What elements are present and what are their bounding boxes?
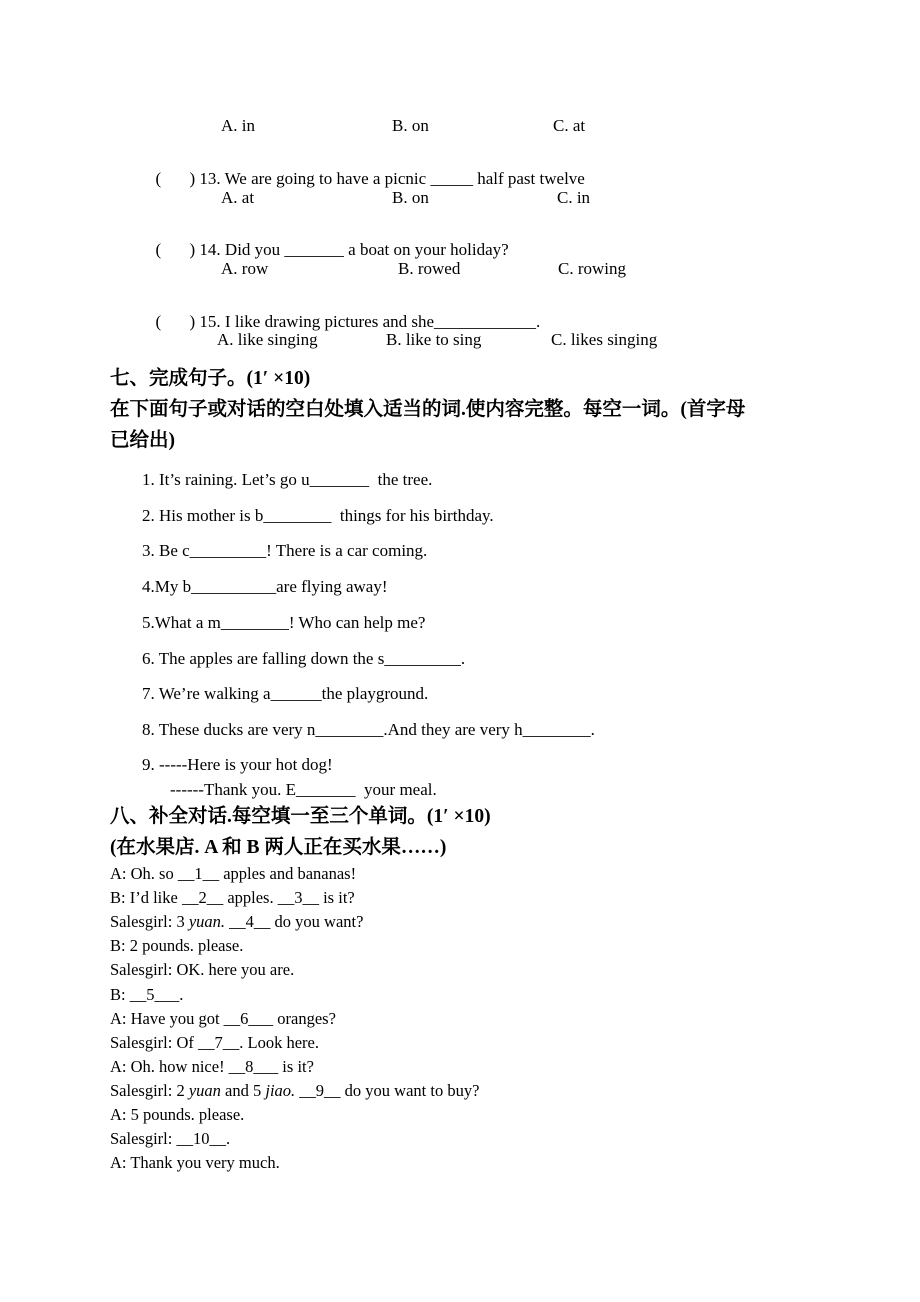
section-8-title: 八、补全对话.每空填一至三个单词。(1′ ×10): [110, 806, 491, 827]
question-13: [147, 153, 585, 187]
q14-option-c: C. rowing: [558, 259, 626, 278]
dialogue-line: A: 5 pounds. please.: [110, 1105, 245, 1124]
answer-paren: (: [155, 240, 162, 259]
sentence-item: 8. These ducks are very n________.And they are very h________.: [142, 720, 595, 739]
sentence-item: 4.My b__________are flying away!: [142, 577, 388, 596]
dialogue-line: B: I’d like __2__ apples. __3__ is it?: [110, 888, 355, 907]
sentence-item: 5.What a m________! Who can help me?: [142, 613, 426, 632]
question-text: ) 14. Did you _______ a boat on your holiday?: [189, 240, 509, 259]
dialogue-line: Salesgirl: 3 yuan. __4__ do you want?: [110, 912, 364, 931]
q13-option-c: C. in: [557, 188, 591, 207]
question-15: [147, 296, 540, 330]
question-text: ) 15. I like drawing pictures and she____________.: [189, 312, 541, 331]
sentence-item: 2. His mother is b________ things for his birthday.: [142, 506, 494, 525]
q15-option-b: B. like to sing: [386, 330, 482, 349]
dialogue-line: A: Have you got __6___ oranges?: [110, 1009, 336, 1028]
dialogue-line: Salesgirl: OK. here you are.: [110, 960, 295, 979]
sentence-item-reply: ------Thank you. E_______ your meal.: [170, 780, 437, 799]
question-text: ) 13. We are going to have a picnic _____ half past twelve: [189, 169, 585, 188]
q14-option-a: A. row: [221, 259, 269, 278]
sentence-item: 1. It’s raining. Let’s go u_______ the tree.: [142, 470, 433, 489]
section-8-subtitle: (在水果店. A 和 B 两人正在买水果……): [110, 837, 447, 858]
dialogue-line: Salesgirl: Of __7__. Look here.: [110, 1033, 319, 1052]
q13-option-a: A. at: [221, 188, 255, 207]
dialogue-line: Salesgirl: __10__.: [110, 1129, 231, 1148]
dialogue-line: A: Oh. so __1__ apples and bananas!: [110, 864, 357, 883]
dialogue-line: B: 2 pounds. please.: [110, 936, 244, 955]
q14-option-b: B. rowed: [398, 259, 461, 278]
q12-option-c: C. at: [553, 116, 586, 135]
section-7-instruction-line-2: 已给出): [110, 430, 175, 451]
dialogue-line: Salesgirl: 2 yuan and 5 jiao. __9__ do you want to buy?: [110, 1081, 480, 1100]
question-14: [147, 224, 509, 258]
sentence-item: 7. We’re walking a______the playground.: [142, 684, 429, 703]
section-7-instruction-line-1: 在下面句子或对话的空白处填入适当的词.使内容完整。每空一词。(首字母: [110, 399, 746, 420]
sentence-item: 9. -----Here is your hot dog!: [142, 755, 333, 774]
sentence-item: 3. Be c_________! There is a car coming.: [142, 541, 428, 560]
q15-option-c: C. likes singing: [551, 330, 658, 349]
answer-paren: (: [155, 312, 162, 331]
q13-option-b: B. on: [392, 188, 429, 207]
answer-paren: (: [155, 169, 162, 188]
dialogue-line: A: Oh. how nice! __8___ is it?: [110, 1057, 314, 1076]
section-7-title: 七、完成句子。(1′ ×10): [110, 368, 311, 389]
dialogue-line: B: __5___.: [110, 985, 184, 1004]
q12-option-a: A. in: [221, 116, 255, 135]
q15-option-a: A. like singing: [217, 330, 318, 349]
dialogue-line: A: Thank you very much.: [110, 1153, 280, 1172]
q12-option-b: B. on: [392, 116, 429, 135]
sentence-item: 6. The apples are falling down the s_________.: [142, 649, 466, 668]
